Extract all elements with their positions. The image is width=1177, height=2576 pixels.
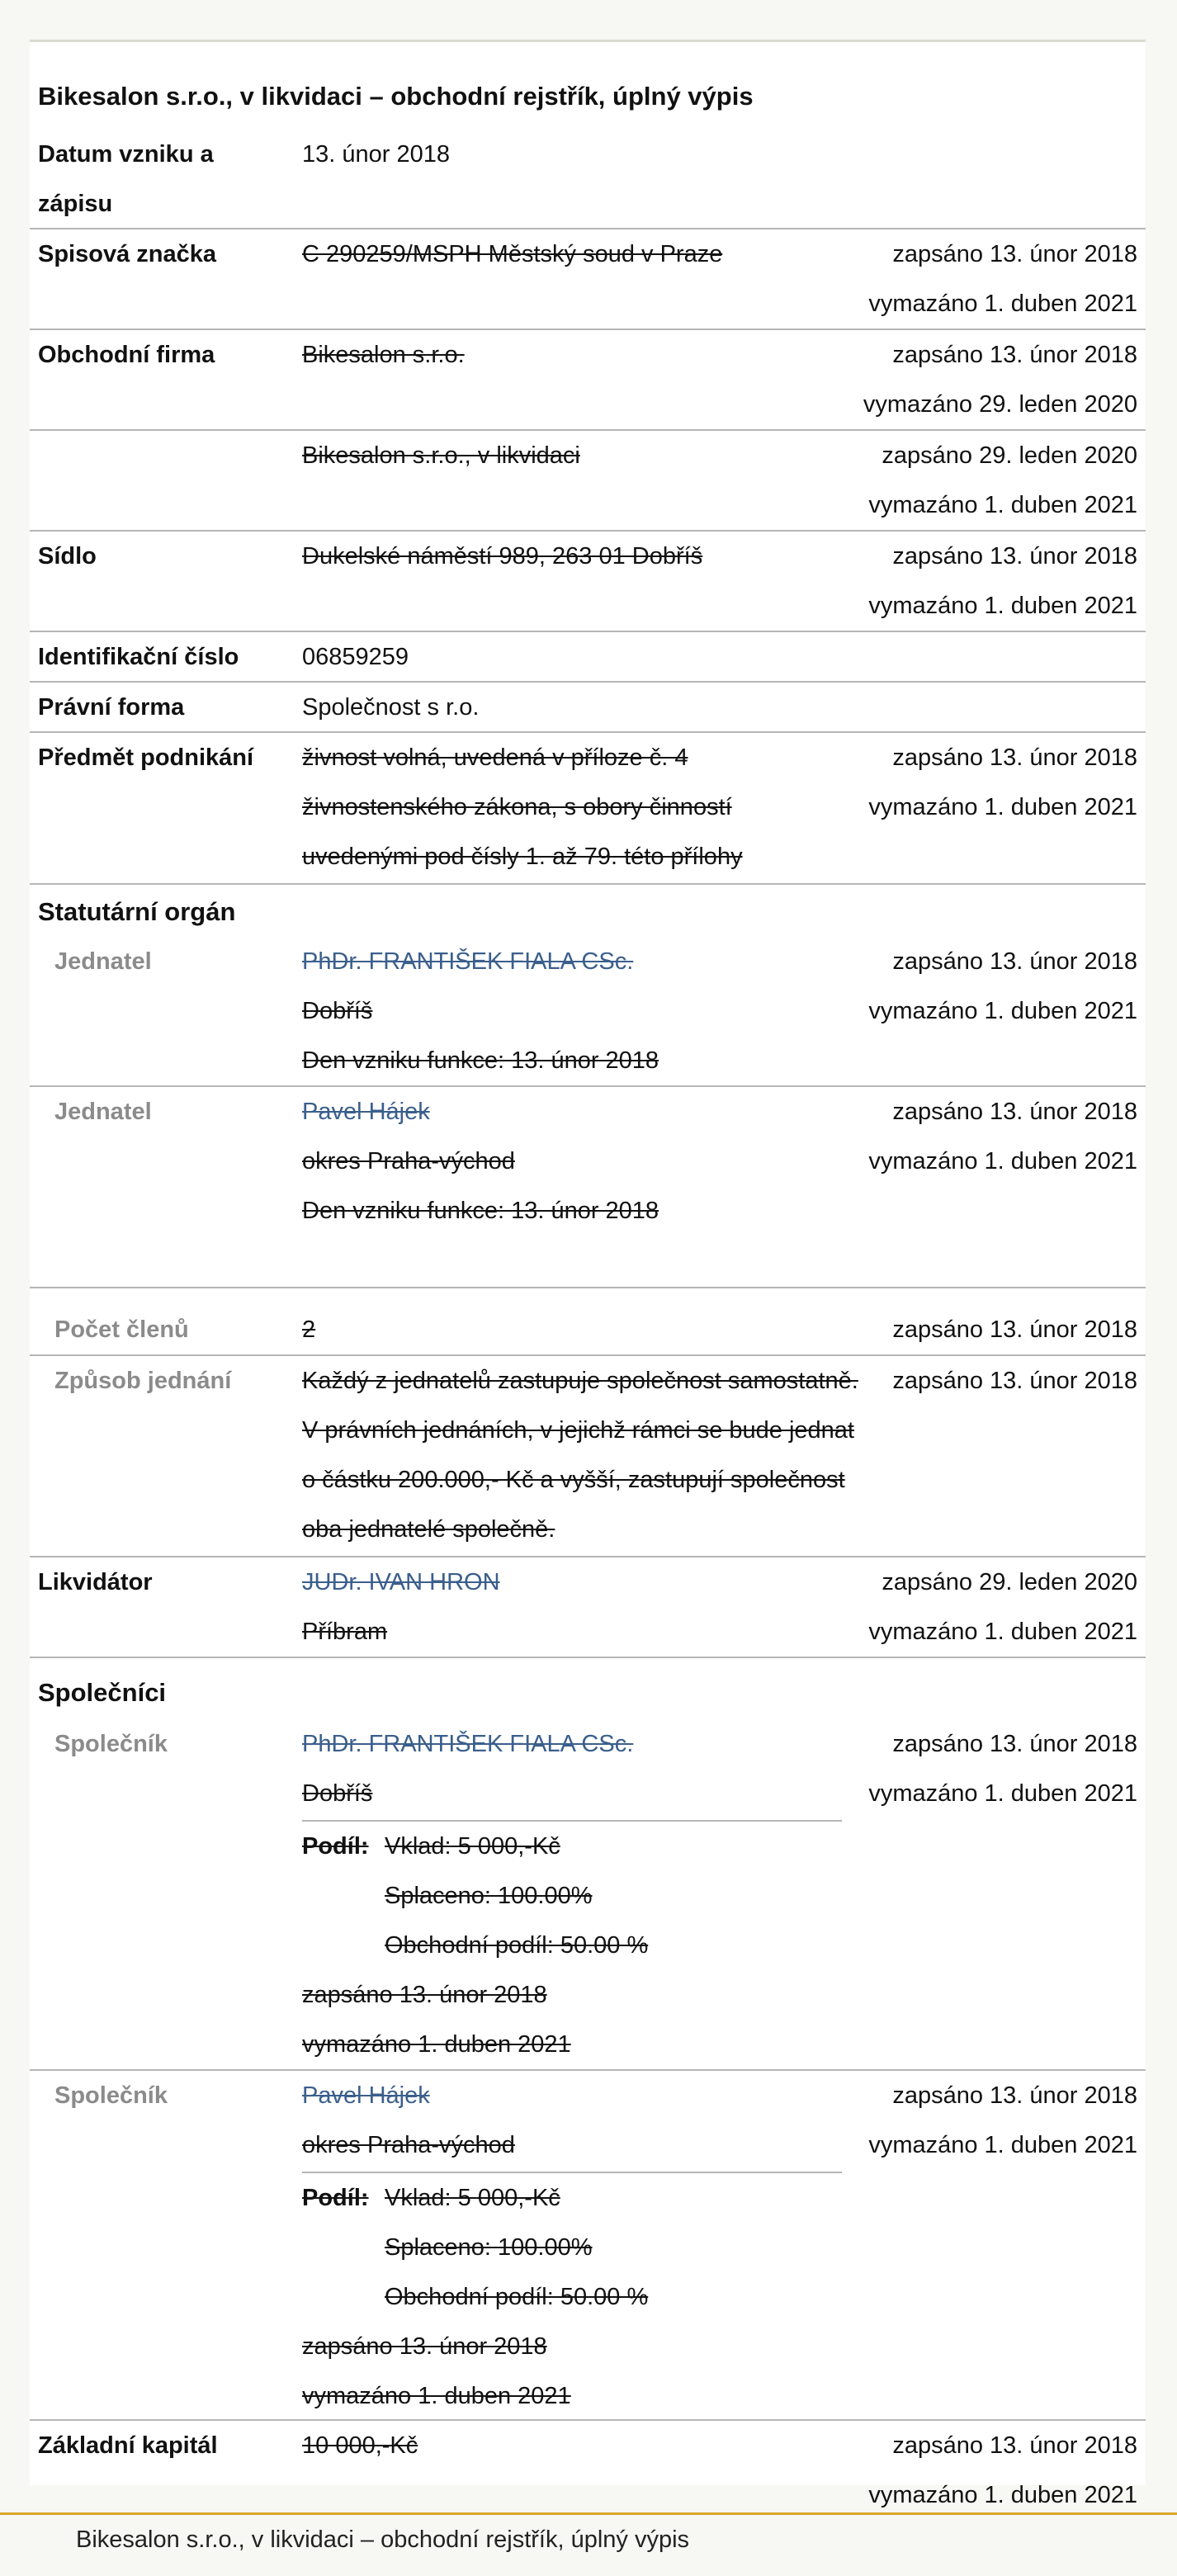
date-vymazano: vymazáno 1. duben 2021	[868, 291, 1137, 317]
jednatel-name-link[interactable]: Pavel Hájek	[302, 1099, 430, 1125]
podil-label: Podíl:	[302, 2185, 369, 2211]
label-jednatel: Jednatel	[54, 948, 152, 975]
label-zakladni-kapital: Základní kapitál	[38, 2432, 218, 2459]
label-predmet-podnikani: Předmět podnikání	[38, 744, 254, 771]
date-zapsano: zapsáno 13. únor 2018	[892, 1316, 1137, 1343]
label-pravni-forma: Právní forma	[38, 694, 185, 721]
date-vymazano: vymazáno 1. duben 2021	[868, 593, 1137, 619]
date-zapsano: zapsáno 13. únor 2018	[892, 744, 1137, 771]
value-predmet-line: živnostenského zákona, s obory činností	[302, 794, 732, 820]
jednatel-place: okres Praha-východ	[302, 1148, 515, 1175]
value-sidlo: Dukelské náměstí 989, 263 01 Dobříš	[302, 543, 703, 570]
podil-vymazano: vymazáno 1. duben 2021	[302, 2383, 571, 2409]
value-pocet-clenu: 2	[302, 1316, 316, 1343]
jednatel-funkce: Den vzniku funkce: 13. únor 2018	[302, 1047, 659, 1074]
divider	[302, 2172, 842, 2173]
footer-title: Bikesalon s.r.o., v likvidaci – obchodní rejstřík, úplný výpis	[76, 2526, 690, 2553]
value-zpusob-line: V právních jednáních, v jejichž rámci se bude jednat	[302, 1417, 854, 1444]
label-zpusob-jednani: Způsob jednání	[54, 1368, 232, 1394]
page-footer	[0, 2512, 1177, 2576]
label-spolecnik: Společník	[54, 2082, 168, 2109]
podil-obchodni: Obchodní podíl: 50.00 %	[385, 1932, 649, 1959]
label-pocet-clenu: Počet členů	[54, 1316, 189, 1343]
podil-vklad: Vklad: 5 000,-Kč	[385, 1833, 560, 1860]
date-zapsano: zapsáno 13. únor 2018	[892, 543, 1137, 570]
date-vymazano: vymazáno 29. leden 2020	[863, 391, 1137, 418]
page-title: Bikesalon s.r.o., v likvidaci – obchodní rejstřík, úplný výpis	[38, 82, 754, 111]
value-pravni-forma: Společnost s r.o.	[302, 694, 480, 721]
date-zapsano: zapsáno 13. únor 2018	[892, 2432, 1137, 2459]
date-zapsano: zapsáno 13. únor 2018	[892, 948, 1137, 975]
date-zapsano: zapsáno 13. únor 2018	[892, 241, 1137, 267]
label-sidlo: Sídlo	[38, 543, 97, 570]
value-predmet-line: uvedenými pod čísly 1. až 79. této přílohy	[302, 844, 743, 870]
date-zapsano: zapsáno 29. leden 2020	[882, 442, 1137, 469]
value-zpusob-line: o částku 200.000,- Kč a vyšší, zastupují společnost	[302, 1467, 845, 1493]
label-identifikacni-cislo: Identifikační číslo	[38, 644, 239, 670]
value-predmet-line: živnost volná, uvedená v příloze č. 4	[302, 744, 688, 771]
jednatel-name-link[interactable]: PhDr. FRANTIŠEK FIALA CSc.	[302, 948, 634, 975]
value-spisova-znacka: C 290259/MSPH Městský soud v Praze	[302, 241, 723, 267]
label-likvidator: Likvidátor	[38, 1569, 153, 1595]
value-identifikacni-cislo: 06859259	[302, 644, 409, 670]
value-datum-vzniku: 13. únor 2018	[302, 141, 450, 168]
value-zpusob-line: Každý z jednatelů zastupuje společnost samostatně.	[302, 1368, 858, 1394]
podil-label: Podíl:	[302, 1833, 369, 1860]
date-vymazano: vymazáno 1. duben 2021	[868, 998, 1137, 1024]
label-datum-vzniku-line1: Datum vzniku a	[38, 141, 214, 168]
date-vymazano: vymazáno 1. duben 2021	[868, 2482, 1137, 2508]
divider	[30, 1657, 1146, 1658]
podil-splaceno: Splaceno: 100.00%	[385, 2234, 593, 2261]
podil-zapsano: zapsáno 13. únor 2018	[302, 1982, 547, 2008]
date-vymazano: vymazáno 1. duben 2021	[868, 1148, 1137, 1175]
spolecnik-name-link[interactable]: Pavel Hájek	[302, 2082, 430, 2109]
value-obchodni-firma: Bikesalon s.r.o.	[302, 342, 465, 368]
date-vymazano: vymazáno 1. duben 2021	[868, 492, 1137, 518]
podil-zapsano: zapsáno 13. únor 2018	[302, 2333, 547, 2360]
spolecnik-place: Dobříš	[302, 1780, 373, 1807]
divider	[30, 1287, 1146, 1288]
label-spisova-znacka: Spisová značka	[38, 241, 216, 267]
section-heading-spolecnici: Společníci	[38, 1678, 167, 1707]
value-obchodni-firma: Bikesalon s.r.o., v likvidaci	[302, 442, 580, 469]
podil-splaceno: Splaceno: 100.00%	[385, 1883, 593, 1909]
likvidator-name-link[interactable]: JUDr. IVAN HRON	[302, 1569, 500, 1595]
spolecnik-place: okres Praha-východ	[302, 2132, 515, 2158]
date-vymazano: vymazáno 1. duben 2021	[868, 1619, 1137, 1645]
section-heading-statutarni-organ: Statutární orgán	[38, 897, 236, 926]
likvidator-place: Příbram	[302, 1619, 388, 1645]
jednatel-place: Dobříš	[302, 998, 373, 1024]
date-zapsano: zapsáno 29. leden 2020	[882, 1569, 1137, 1595]
register-extract	[30, 40, 1146, 2508]
date-zapsano: zapsáno 13. únor 2018	[892, 1368, 1137, 1394]
date-zapsano: zapsáno 13. únor 2018	[892, 342, 1137, 368]
date-vymazano: vymazáno 1. duben 2021	[868, 794, 1137, 820]
jednatel-funkce: Den vzniku funkce: 13. únor 2018	[302, 1198, 659, 1224]
podil-obchodni: Obchodní podíl: 50.00 %	[385, 2284, 649, 2310]
date-zapsano: zapsáno 13. únor 2018	[892, 1099, 1137, 1125]
divider	[30, 681, 1146, 683]
label-obchodni-firma: Obchodní firma	[38, 342, 215, 368]
date-vymazano: vymazáno 1. duben 2021	[868, 2132, 1137, 2158]
podil-vklad: Vklad: 5 000,-Kč	[385, 2185, 560, 2211]
date-zapsano: zapsáno 13. únor 2018	[892, 1731, 1137, 1757]
label-spolecnik: Společník	[54, 1731, 168, 1757]
value-zakladni-kapital: 10 000,-Kč	[302, 2432, 418, 2459]
spolecnik-name-link[interactable]: PhDr. FRANTIŠEK FIALA CSc.	[302, 1731, 634, 1757]
divider	[302, 1820, 842, 1822]
date-zapsano: zapsáno 13. únor 2018	[892, 2082, 1137, 2109]
divider	[30, 883, 1146, 885]
podil-vymazano: vymazáno 1. duben 2021	[302, 2031, 571, 2058]
label-jednatel: Jednatel	[54, 1099, 152, 1125]
value-zpusob-line: oba jednatelé společně.	[302, 1516, 555, 1543]
label-datum-vzniku-line2: zápisu	[38, 191, 113, 217]
date-vymazano: vymazáno 1. duben 2021	[868, 1780, 1137, 1807]
